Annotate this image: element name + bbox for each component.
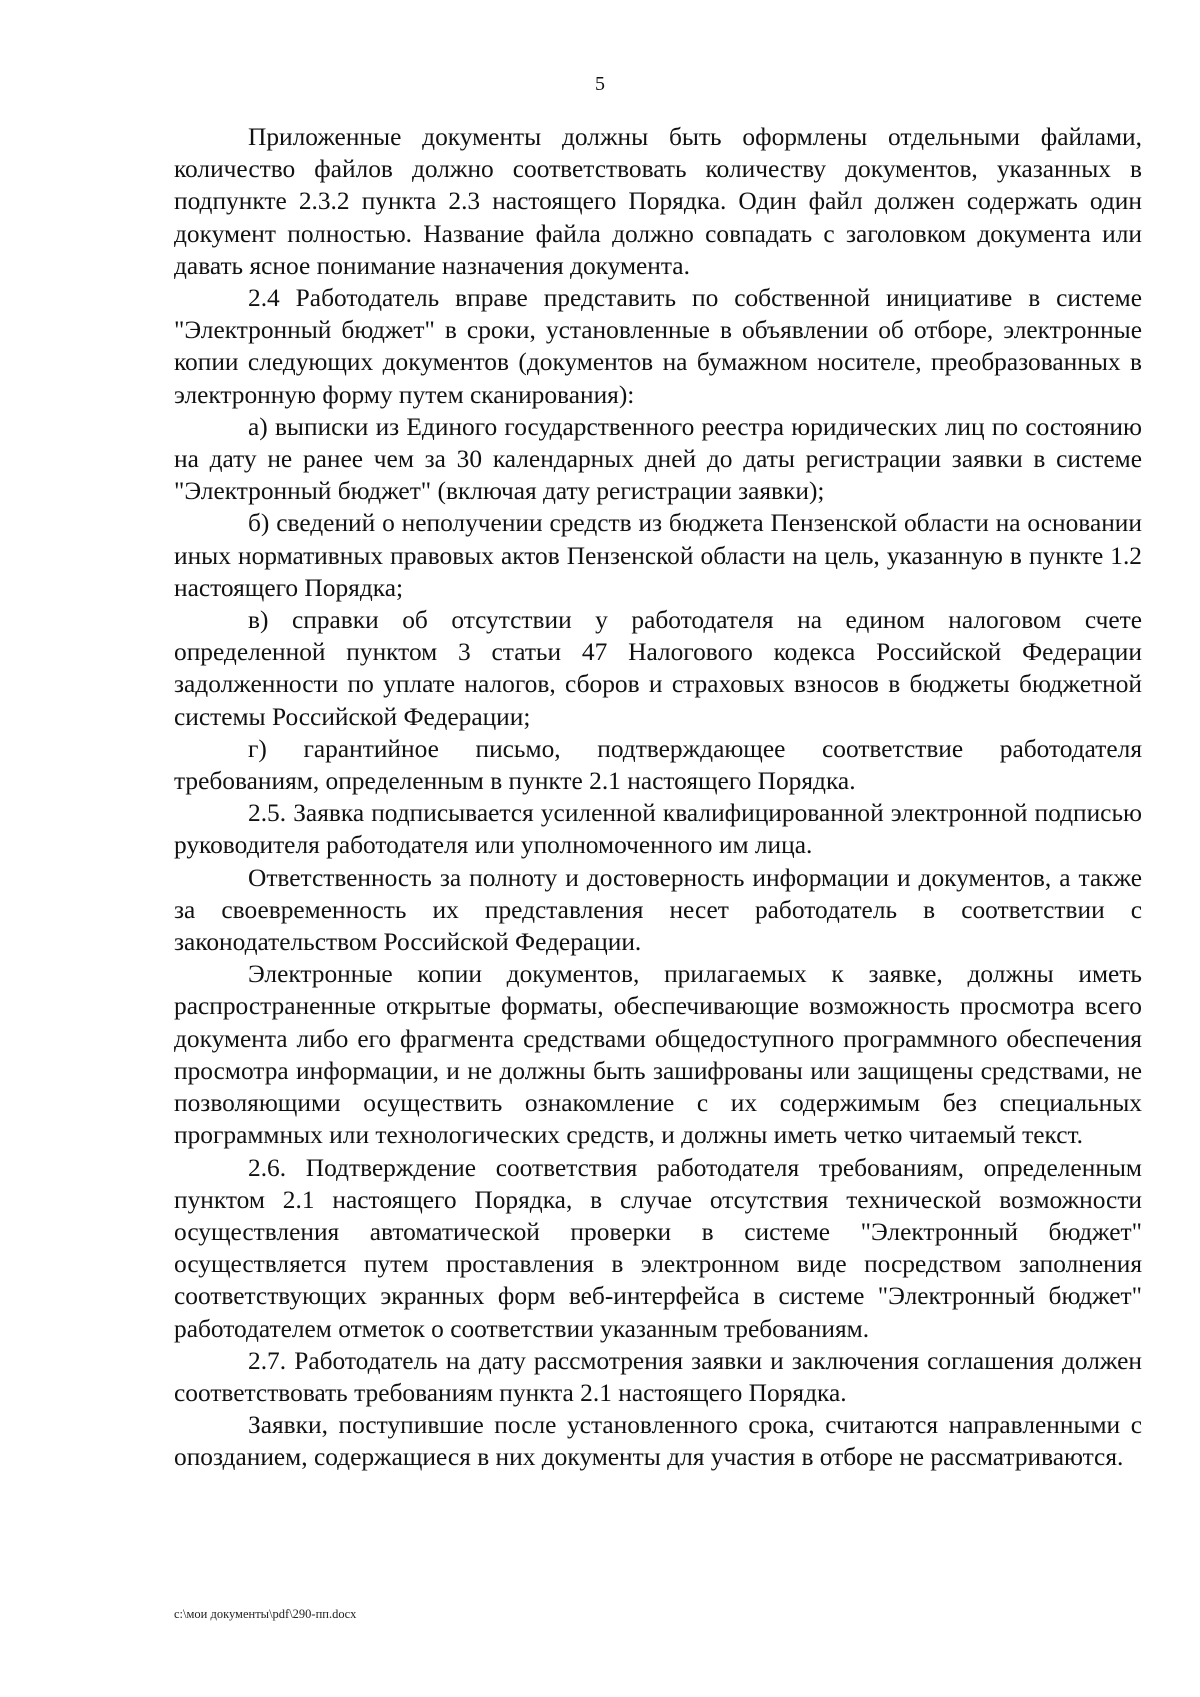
footer-file-path: c:\мои документы\pdf\290-пп.docx — [174, 1607, 357, 1621]
paragraph-2-4-g: г) гарантийное письмо, подтверждающее соответствие работодателя требованиям, определенным в пункте 2.1 настоящего Порядка. — [174, 734, 1142, 796]
paragraph-electronic-copies: Электронные копии документов, прилагаемых к заявке, должны иметь распространенные открытые форматы, обеспечивающие возможность просмотра всего документа либо его фрагмента средствами общедоступного программного обеспечения просмотра информации, и не должны быть зашифрованы или защищены средствами, не позволяющими осуществить ознакомление с их содержимым без специальных программных или технологических средств, и должны иметь четко читаемый текст. — [174, 960, 1142, 1150]
paragraph-2-4-v: в) справки об отсутствии у работодателя на едином налоговом счете определенной пунктом 3 статьи 47 Налогового кодекса Российской Федерации задолженности по уплате налогов, сборов и страховых взносов в бюджеты бюджетной системы Российской Федерации; — [174, 606, 1142, 731]
page-number: 5 — [595, 73, 605, 95]
paragraph-2-4-a: а) выписки из Единого государственного реестра юридических лиц по состоянию на дату не ранее чем за 30 календарных дней до даты регистрации заявки в системе "Электронный бюджет" (включая дату регистрации заявки); — [174, 412, 1142, 506]
paragraph-2-4-b: б) сведений о неполучении средств из бюджета Пензенской области на основании иных нормативных правовых актов Пензенской области на цель, указанную в пункте 1.2 настоящего Порядка; — [174, 509, 1142, 602]
paragraph-responsibility: Ответственность за полноту и достоверность информации и документов, а также за своевременность их представления несет работодатель в соответствии с законодательством Российской Федерации. — [174, 863, 1142, 957]
paragraph-2-4: 2.4 Работодатель вправе представить по собственной инициативе в системе "Электронный бюджет" в сроки, установленные в объявлении об отборе, электронные копии следующих документов (документов на бумажном носителе, преобразованных в электронную форму путем сканирования): — [174, 284, 1142, 409]
paragraph-2-6: 2.6. Подтверждение соответствия работодателя требованиям, определенным пунктом 2.1 настоящего Порядка, в случае отсутствия технической возможности осуществления автоматической проверки в системе "Электронный бюджет" осуществляется путем проставления в электронном виде посредством заполнения соответствующих экранных форм веб-интерфейса в системе "Электронный бюджет" работодателем отметок о соответствии указанным требованиям. — [174, 1153, 1142, 1343]
paragraph-2-5: 2.5. Заявка подписывается усиленной квалифицированной электронной подписью руководителя работодателя или уполномоченного им лица. — [174, 799, 1142, 860]
paragraph-late-applications: Заявки, поступившие после установленного срока, считаются направленными с опозданием, содержащиеся в них документы для участия в отборе не рассматриваются. — [174, 1411, 1142, 1472]
paragraph-2-7: 2.7. Работодатель на дату рассмотрения заявки и заключения соглашения должен соответствовать требованиям пункта 2.1 настоящего Порядка. — [174, 1346, 1142, 1407]
document-body — [174, 121, 1142, 1474]
paragraph-attached-files: Приложенные документы должны быть оформлены отдельными файлами, количество файлов должно соответствовать количеству документов, указанных в подпункте 2.3.2 пункта 2.3 настоящего Порядка. Один файл должен содержать один документ полностью. Название файла должно совпадать с заголовком документа или давать ясное понимание назначения документа. — [174, 123, 1142, 280]
